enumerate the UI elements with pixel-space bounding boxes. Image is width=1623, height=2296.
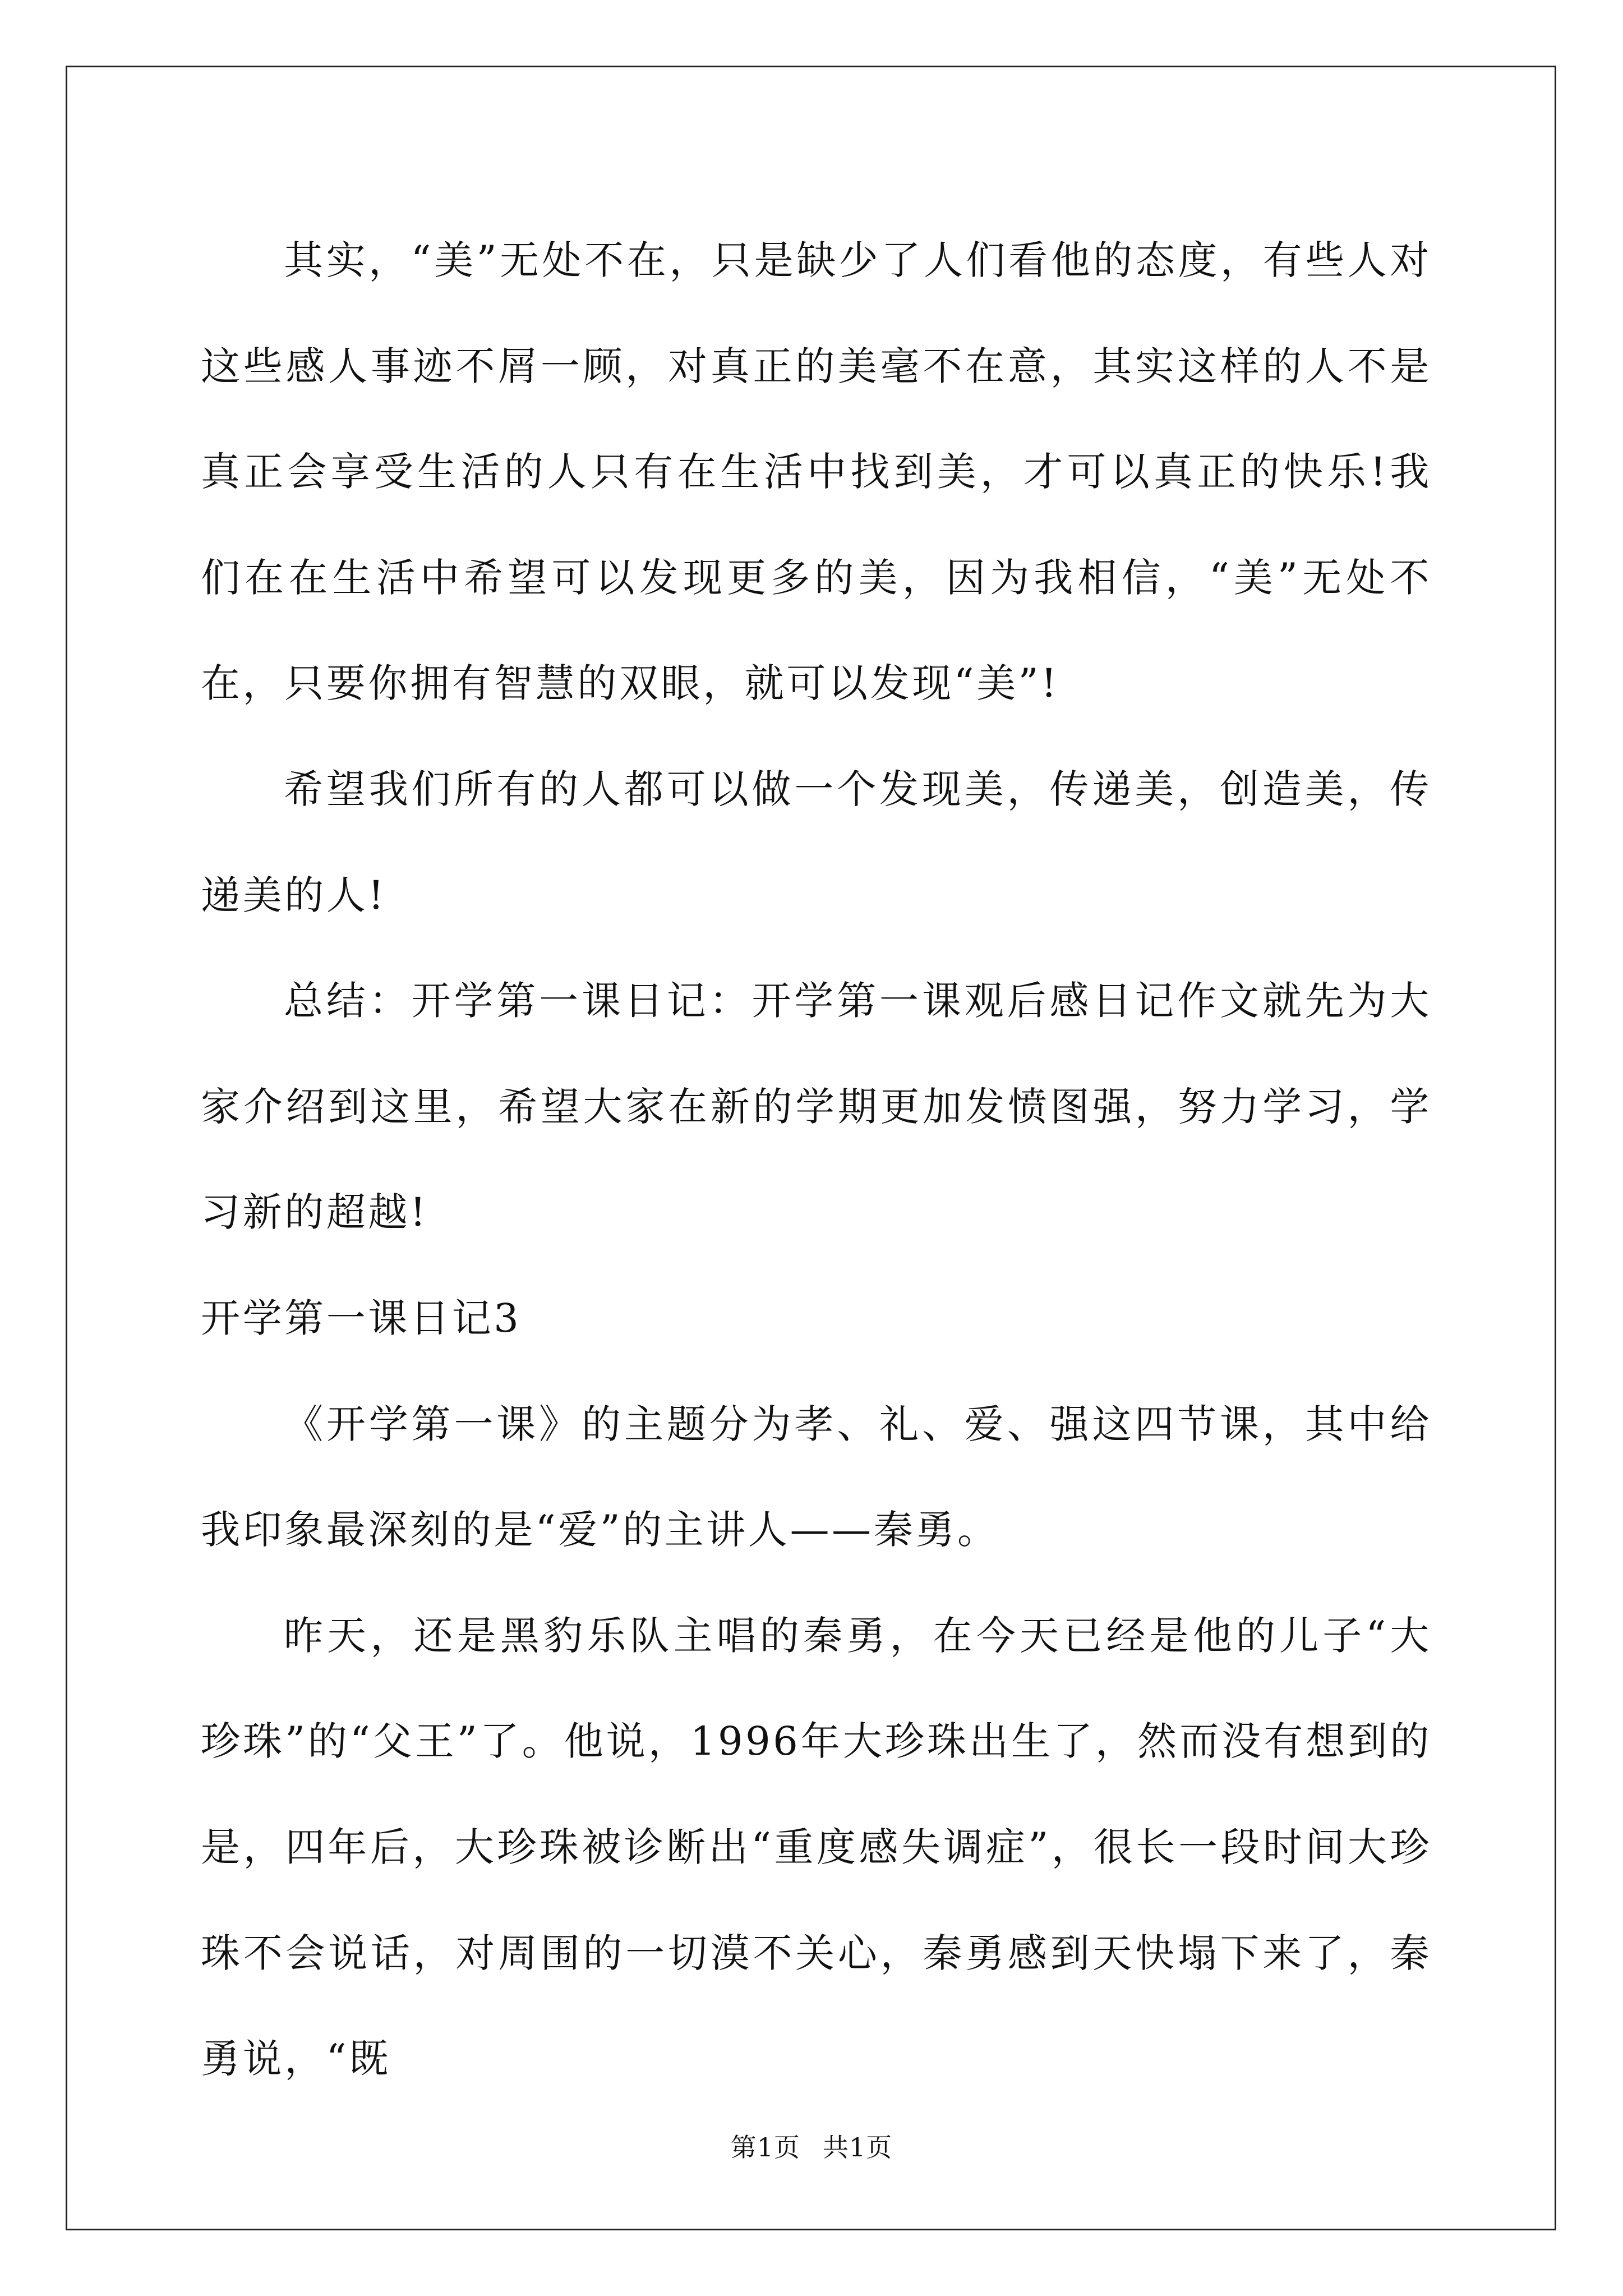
document-body — [201, 208, 1432, 2112]
paragraph-3: 总结：开学第一课日记：开学第一课观后感日记作文就先为大家介绍到这里，希望大家在新的学期更加发愤图强，努力学习，学习新的超越! — [201, 978, 1432, 1236]
page-footer — [0, 2131, 1623, 2164]
section-heading: 开学第一课日记3 — [201, 1295, 522, 1341]
paragraph-4: 《开学第一课》的主题分为孝、礼、爱、强这四节课，其中给我印象最深刻的是“爱”的主讲人——秦勇。 — [201, 1401, 1432, 1553]
page-number: 第1页 — [730, 2132, 800, 2162]
page-total: 共1页 — [823, 2132, 893, 2162]
paragraph-1: 其实，“美”无处不在，只是缺少了人们看他的态度，有些人对这些感人事迹不屑一顾，对真正的美毫不在意，其实这样的人不是真正会享受生活的人只有在生活中找到美，才可以真正的快乐!我们在在生活中希望可以发现更多的美，因为我相信，“美”无处不在，只要你拥有智慧的双眼，就可以发现“美”! — [201, 237, 1432, 707]
paragraph-5: 昨天，还是黑豹乐队主唱的秦勇，在今天已经是他的儿子“大珍珠”的“父王”了。他说，1996年大珍珠出生了，然而没有想到的是，四年后，大珍珠被诊断出“重度感失调症”，很长一段时间大珍珠不会说话，对周围的一切漠不关心，秦勇感到天快塌下来了，秦勇说，“既 — [201, 1612, 1432, 2082]
paragraph-2: 希望我们所有的人都可以做一个发现美，传递美，创造美，传递美的人! — [201, 766, 1432, 918]
